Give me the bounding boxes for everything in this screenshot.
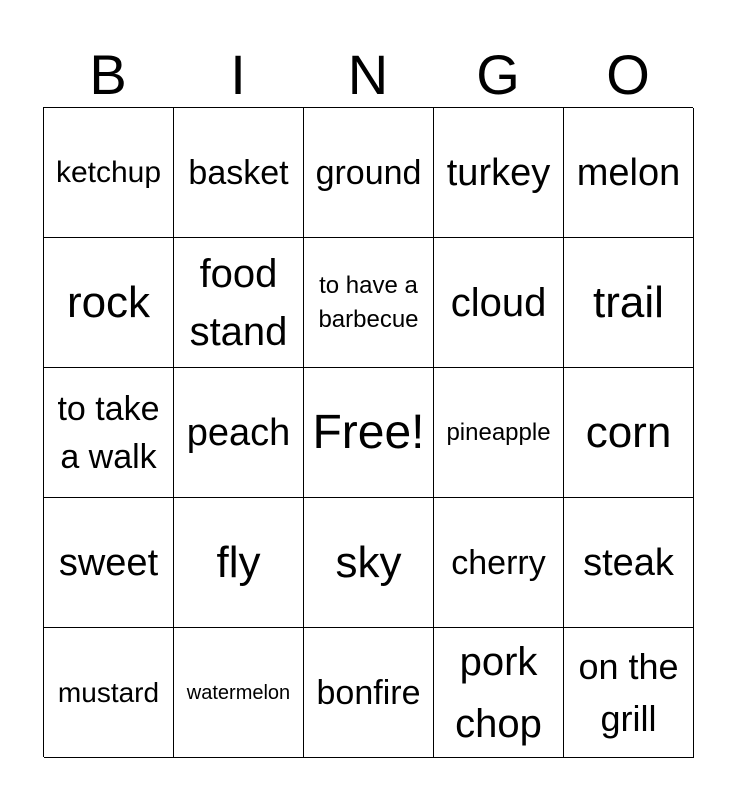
cell-text: turkey xyxy=(446,151,551,194)
cell-text: watermelon xyxy=(186,681,291,704)
bingo-cell[interactable] xyxy=(434,368,564,498)
cell-text: to take a walk xyxy=(57,389,160,476)
bingo-cell[interactable] xyxy=(174,498,304,628)
cell-text: Free! xyxy=(312,405,425,459)
cell-text: ketchup xyxy=(55,155,162,189)
cell-text: basket xyxy=(188,153,289,192)
bingo-cell[interactable] xyxy=(174,628,304,758)
cell-text: corn xyxy=(585,407,672,457)
bingo-cell[interactable] xyxy=(564,238,694,368)
cell-text: on the grill xyxy=(578,645,679,739)
cell-text: rock xyxy=(66,277,151,327)
bingo-cell[interactable] xyxy=(564,368,694,498)
bingo-cell[interactable] xyxy=(304,498,434,628)
bingo-cell[interactable] xyxy=(174,238,304,368)
cell-text: sweet xyxy=(58,541,159,584)
header-letter-i: I xyxy=(230,43,246,106)
bingo-cell[interactable] xyxy=(564,498,694,628)
bingo-cell[interactable] xyxy=(434,238,564,368)
cell-text: ground xyxy=(315,153,422,192)
bingo-cell[interactable] xyxy=(44,108,174,238)
header-letter-n: N xyxy=(347,43,389,106)
bingo-board xyxy=(43,107,693,757)
cell-text: pork chop xyxy=(455,639,542,746)
cell-text: cloud xyxy=(450,280,547,325)
cell-text: pineapple xyxy=(446,418,551,446)
cell-text: trail xyxy=(593,277,664,327)
cell-text: steak xyxy=(583,541,674,584)
bingo-cell[interactable] xyxy=(434,498,564,628)
cell-text: mustard xyxy=(57,676,160,708)
cell-text: peach xyxy=(186,411,291,454)
cell-text: bonfire xyxy=(316,673,421,712)
bingo-cell[interactable] xyxy=(174,368,304,498)
bingo-cell[interactable] xyxy=(564,628,694,758)
bingo-cell[interactable] xyxy=(44,368,174,498)
bingo-cell[interactable] xyxy=(564,108,694,238)
cell-text: fly xyxy=(216,537,261,587)
cell-text: melon xyxy=(576,151,681,194)
bingo-cell[interactable] xyxy=(434,628,564,758)
bingo-cell[interactable] xyxy=(174,108,304,238)
bingo-cell[interactable] xyxy=(304,368,434,498)
header-letter-o: O xyxy=(606,43,650,106)
bingo-cell[interactable] xyxy=(304,628,434,758)
cell-text: cherry xyxy=(451,543,546,582)
bingo-header xyxy=(43,42,693,108)
header-letter-b: B xyxy=(89,43,127,106)
header-letter-g: G xyxy=(476,43,520,106)
bingo-cell[interactable] xyxy=(304,108,434,238)
bingo-cell[interactable] xyxy=(304,238,434,368)
bingo-cell[interactable] xyxy=(44,238,174,368)
bingo-cell[interactable] xyxy=(434,108,564,238)
bingo-cell[interactable] xyxy=(44,628,174,758)
cell-text: sky xyxy=(335,537,402,587)
cell-text: to have a barbecue xyxy=(318,271,419,333)
cell-text: food stand xyxy=(189,251,288,354)
bingo-cell[interactable] xyxy=(44,498,174,628)
